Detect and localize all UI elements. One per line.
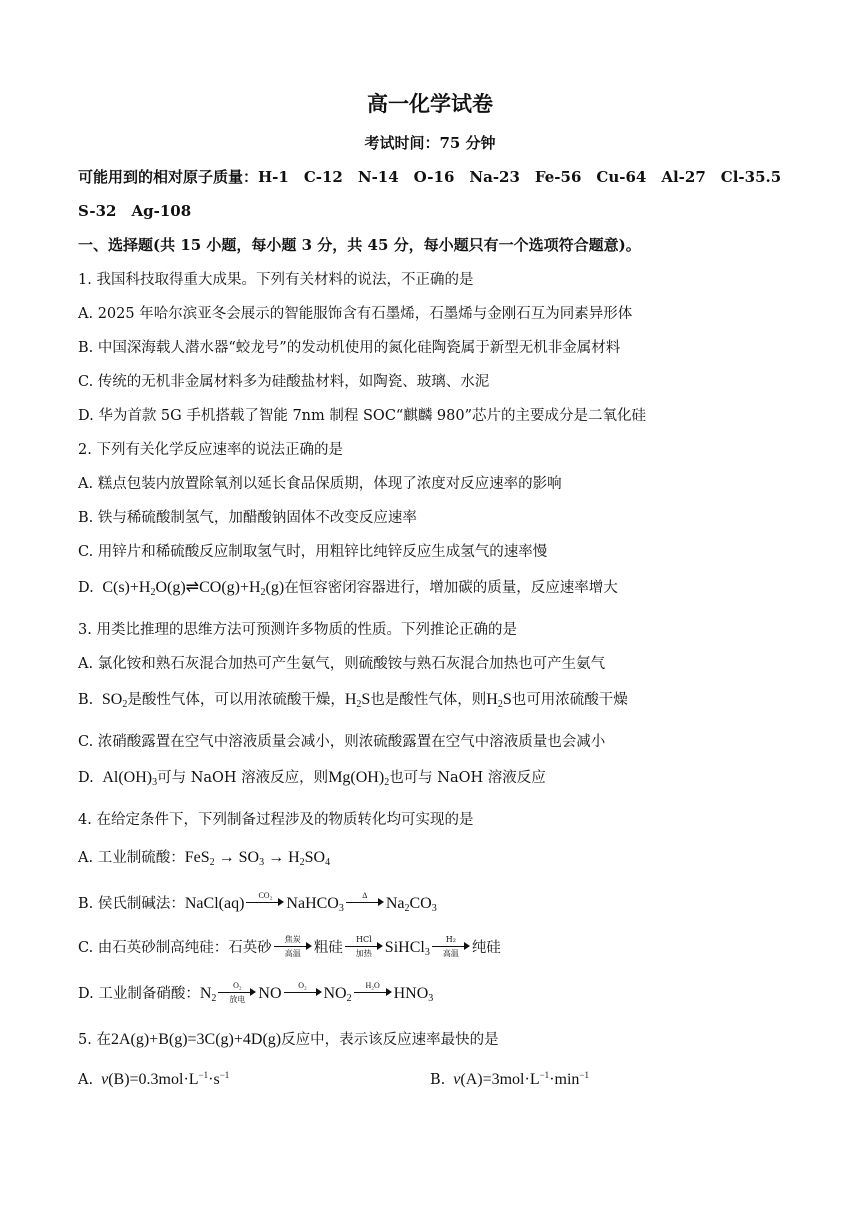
q4-option-b — [78, 892, 437, 914]
q4-a-equation: $FeS_2 \to SO_3 \to H_2SO_4$ — [184, 849, 331, 868]
q3-b-text1: 是酸性气体，可以用浓硫酸干燥， — [127, 692, 345, 708]
q3-d-text2: 也可与 NaOH 溶液反应 — [389, 770, 546, 786]
q4-b-label: B. 侯氏制碱法： — [78, 896, 185, 912]
arrow-icon: H₂ 高温 — [432, 938, 470, 956]
q4-b-equation: NaCl(aq) CO₂ NaHCO$_3$ Δ $Na_2CO_3$ — [184, 891, 437, 914]
q1-stem: 1. 我国科技取得重大成果。下列有关材料的说法，不正确的是 — [78, 272, 474, 288]
q4-option-a — [78, 846, 330, 868]
page-title: 高一化学试卷 — [367, 91, 493, 116]
q3-b-h2s-1: $H_2S$ — [344, 691, 371, 710]
q2-d-equation: $C(s)+H_2O(g)\rightleftharpoons CO(g)+H_2(g)$ — [98, 579, 285, 598]
q1-option-b: B. 中国深海载人潜水器“蛟龙号”的发动机使用的氮化硅陶瓷属于新型无机非金属材料 — [78, 340, 621, 356]
q3-d-mgoh2: $Mg(OH)_2$ — [328, 769, 390, 788]
q3-d-aloh3: $Al(OH)_3$ — [98, 769, 158, 788]
q1-option-d: D. 华为首款 5G 手机搭载了智能 7nm 制程 SOC“麒麟 980”芯片的主要成分是二氧化硅 — [78, 408, 647, 424]
q5-a-label: A. — [78, 1072, 94, 1088]
section-heading: 一、选择题(共 15 小题，每小题 3 分，共 45 分，每小题只有一个选项符合题意)。 — [78, 236, 641, 254]
arrow-icon: O₂ — [284, 984, 322, 1002]
q1-option-c: C. 传统的无机非金属材料多为硅酸盐材料，如陶瓷、玻璃、水泥 — [78, 374, 490, 390]
q1-option-a: A. 2025 年哈尔滨亚冬会展示的智能服饰含有石墨烯，石墨烯与金刚石互为同素异形体 — [78, 306, 633, 322]
atomic-masses-line2: S-32 Ag-108 — [78, 202, 192, 220]
q3-option-a: A. 氯化铵和熟石灰混合加热可产生氨气，则硫酸铵与熟石灰混合加热也可产生氨气 — [78, 656, 606, 672]
q4-c-label: C. 由石英砂制高纯硅：石英砂 — [78, 940, 272, 956]
q4-option-d — [78, 982, 433, 1004]
q3-stem: 3. 用类比推理的思维方法可预测许多物质的性质。下列推论正确的是 — [78, 622, 517, 638]
q4-a-label: A. 工业制硫酸： — [78, 850, 185, 866]
q3-option-b — [78, 688, 628, 710]
q3-d-label: D. — [78, 770, 94, 786]
q5-b-rate: $v(A)=3mol\cdot L^{-1}\cdot\min^{-1}$ — [453, 1070, 589, 1088]
q5-equation: 2A(g)+B(g)=3C(g)+4D(g) — [110, 1031, 282, 1048]
q2-option-b: B. 铁与稀硫酸制氢气，加醋酸钠固体不改变反应速率 — [78, 510, 417, 526]
q3-b-h2s-2: $H_2S$ — [486, 691, 512, 710]
q2-d-label: D. — [78, 580, 94, 596]
q5-b-label: B. — [430, 1072, 446, 1088]
atomic-masses-line1: 可能用到的相对原子质量：H-1 C-12 N-14 O-16 Na-23 Fe-56 Cu-64 Al-27 Cl-35.5 — [78, 168, 782, 186]
q2-stem: 2. 下列有关化学反应速率的说法正确的是 — [78, 442, 343, 458]
q3-b-label: B. — [78, 692, 94, 708]
q4-stem: 4. 在给定条件下，下列制备过程涉及的物质转化均可实现的是 — [78, 812, 474, 828]
q2-option-a: A. 糕点包装内放置除氧剂以延长食品保质期，体现了浓度对反应速率的影响 — [78, 476, 562, 492]
q3-b-text2: 也是酸性气体，则 — [370, 692, 487, 708]
q3-option-d — [78, 766, 546, 788]
q3-d-text1: 可与 NaOH 溶液反应，则 — [157, 770, 329, 786]
q3-option-c: C. 浓硝酸露置在空气中溶液质量会减小，则浓硫酸露置在空气中溶液质量也会减小 — [78, 734, 606, 750]
arrow-icon: O₂ 放电 — [218, 984, 256, 1002]
q3-b-so2: $SO_2$ — [97, 691, 128, 710]
q2-option-c: C. 用锌片和稀硫酸反应制取氢气时，用粗锌比纯锌反应生成氢气的速率慢 — [78, 544, 548, 560]
q4-d-equation: $N_2$ O₂ 放电 NO O₂ $NO_2$ H₂O $HNO_3$ — [199, 981, 434, 1004]
q4-c-sihcl3: SiHCl$_3$ — [384, 939, 430, 958]
q5-stem-post: 反应中，表示该反应速率最快的是 — [281, 1032, 499, 1048]
q2-d-tail: 在恒容密闭容器进行，增加碳的质量，反应速率增大 — [284, 580, 618, 596]
arrow-icon: Δ — [346, 894, 384, 912]
q5-stem-pre: 5. 在 — [78, 1032, 111, 1048]
exam-duration: 考试时间：75 分钟 — [364, 134, 496, 152]
q5-stem — [78, 1028, 499, 1049]
q5-a-rate: $v(B)=0.3mol\cdot L^{-1}\cdot s^{-1}$ — [101, 1070, 230, 1088]
arrow-icon: HCl 加热 — [345, 938, 383, 956]
arrow-icon: 焦炭 高温 — [274, 938, 312, 956]
q4-c-crude: 粗硅 — [313, 940, 343, 956]
q5-option-a — [78, 1070, 229, 1089]
q4-d-label: D. 工业制备硝酸： — [78, 986, 200, 1002]
q4-c-pure: 纯硅 — [471, 940, 501, 956]
q5-option-b — [430, 1070, 589, 1089]
arrow-icon: H₂O — [354, 984, 392, 1002]
q4-option-c — [78, 936, 501, 958]
arrow-icon: CO₂ — [246, 894, 284, 912]
q2-option-d — [78, 576, 618, 598]
q3-b-text3: 也可用浓硫酸干燥 — [511, 692, 628, 708]
